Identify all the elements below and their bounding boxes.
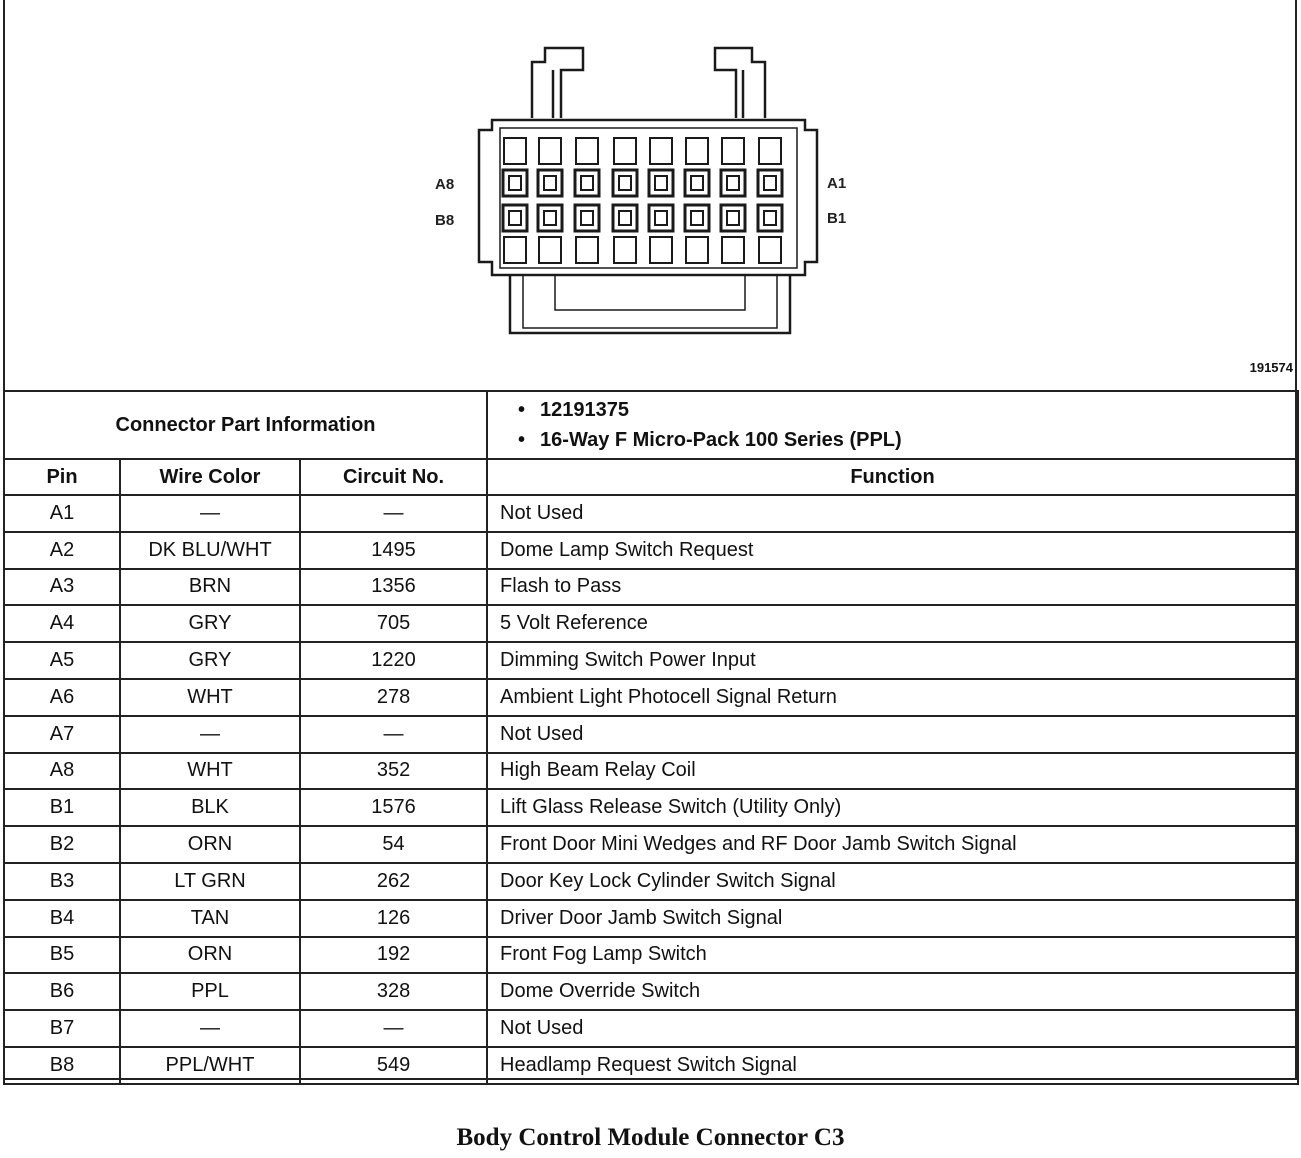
terminal-cavity-a — [575, 170, 599, 196]
circuit-cell: 262 — [300, 863, 487, 900]
function-cell: Flash to Pass — [487, 569, 1298, 606]
circuit-cell: 549 — [300, 1047, 487, 1084]
pin-cell: B8 — [4, 1047, 120, 1084]
document-caption: Body Control Module Connector C3 — [456, 1124, 845, 1151]
wire-color-cell: BRN — [120, 569, 300, 606]
terminal-cavity-a — [758, 170, 782, 196]
wire-color-cell: DK BLU/WHT — [120, 532, 300, 569]
terminal-latch-bottom — [539, 237, 561, 263]
function-cell: Front Door Mini Wedges and RF Door Jamb Switch Signal — [487, 826, 1298, 863]
wire-color-cell: ORN — [120, 826, 300, 863]
terminal-cavity-b — [575, 205, 599, 231]
pin-cell: B6 — [4, 973, 120, 1010]
circuit-cell: 192 — [300, 937, 487, 974]
wire-color-cell: BLK — [120, 789, 300, 826]
circuit-cell: — — [300, 495, 487, 532]
pinout-table — [3, 390, 1299, 1085]
function-cell: High Beam Relay Coil — [487, 753, 1298, 790]
left-latch — [532, 48, 583, 118]
header-row — [4, 459, 1298, 495]
terminal-cavity-a — [649, 170, 673, 196]
right-latch — [715, 48, 765, 118]
pin-cell: A8 — [4, 753, 120, 790]
function-cell: Lift Glass Release Switch (Utility Only) — [487, 789, 1298, 826]
pin-label-a1: A1 — [827, 175, 847, 192]
terminal-contact-b — [655, 211, 667, 225]
connector-tail — [510, 275, 790, 333]
terminal-contact-a — [544, 176, 556, 190]
circuit-cell: 278 — [300, 679, 487, 716]
pin-cell: A4 — [4, 605, 120, 642]
pin-label-b1: B1 — [827, 210, 847, 227]
connector-face-drawing — [5, 0, 1299, 390]
circuit-cell: 1220 — [300, 642, 487, 679]
terminal-contact-a — [691, 176, 703, 190]
table-row — [4, 753, 1298, 790]
terminal-latch-top — [614, 138, 636, 164]
pin-cell: A2 — [4, 532, 120, 569]
part-info-label: Connector Part Information — [4, 391, 487, 459]
circuit-cell: 1495 — [300, 532, 487, 569]
circuit-cell: 705 — [300, 605, 487, 642]
terminal-latch-bottom — [504, 237, 526, 263]
table-row — [4, 937, 1298, 974]
pin-cell: A5 — [4, 642, 120, 679]
function-cell: Dimming Switch Power Input — [487, 642, 1298, 679]
wire-color-cell: — — [120, 1010, 300, 1047]
pin-cell: A3 — [4, 569, 120, 606]
terminal-contact-a — [655, 176, 667, 190]
terminal-cavity-b — [721, 205, 745, 231]
wire-color-cell: PPL — [120, 973, 300, 1010]
circuit-cell: 126 — [300, 900, 487, 937]
wire-color-cell: — — [120, 495, 300, 532]
terminal-cavity-b — [649, 205, 673, 231]
pin-cell: B7 — [4, 1010, 120, 1047]
circuit-cell: 1576 — [300, 789, 487, 826]
pin-cell: B2 — [4, 826, 120, 863]
table-row — [4, 495, 1298, 532]
terminal-cavity-b — [685, 205, 709, 231]
figure-number: 191574 — [1249, 360, 1293, 375]
pin-cell: A7 — [4, 716, 120, 753]
circuit-cell: 1356 — [300, 569, 487, 606]
table-row — [4, 532, 1298, 569]
function-cell: Dome Override Switch — [487, 973, 1298, 1010]
pin-cell: B5 — [4, 937, 120, 974]
terminal-cavity-a — [685, 170, 709, 196]
wire-color-cell: PPL/WHT — [120, 1047, 300, 1084]
wire-color-cell: LT GRN — [120, 863, 300, 900]
table-row — [4, 973, 1298, 1010]
pin-label-b8: B8 — [435, 212, 455, 229]
terminal-contact-b — [544, 211, 556, 225]
part-number: 12191375 — [540, 399, 630, 421]
wire-color-cell: ORN — [120, 937, 300, 974]
header-circuit: Circuit No. — [300, 459, 487, 495]
table-row — [4, 642, 1298, 679]
terminal-cavity-a — [503, 170, 527, 196]
table-row — [4, 716, 1298, 753]
terminal-latch-top — [722, 138, 744, 164]
terminal-latch-bottom — [759, 237, 781, 263]
function-cell: Ambient Light Photocell Signal Return — [487, 679, 1298, 716]
part-info-list — [487, 391, 1298, 459]
terminal-cavity-b — [503, 205, 527, 231]
terminal-contact-b — [764, 211, 776, 225]
part-description: 16-Way F Micro-Pack 100 Series (PPL) — [540, 429, 902, 451]
circuit-cell: 54 — [300, 826, 487, 863]
function-cell: Door Key Lock Cylinder Switch Signal — [487, 863, 1298, 900]
terminal-latch-top — [650, 138, 672, 164]
terminal-contact-a — [509, 176, 521, 190]
pin-label-a8: A8 — [435, 176, 455, 193]
wire-color-cell: TAN — [120, 900, 300, 937]
terminal-cavity-a — [721, 170, 745, 196]
pin-cell: A1 — [4, 495, 120, 532]
terminal-contact-a — [619, 176, 631, 190]
terminal-contact-a — [727, 176, 739, 190]
wire-color-cell: GRY — [120, 642, 300, 679]
wire-color-cell: GRY — [120, 605, 300, 642]
terminal-cavity-b — [538, 205, 562, 231]
function-cell: Not Used — [487, 1010, 1298, 1047]
part-info-item: • 16-Way F Micro-Pack 100 Series (PPL) — [518, 429, 902, 451]
circuit-cell: — — [300, 1010, 487, 1047]
circuit-cell: 328 — [300, 973, 487, 1010]
function-cell: Front Fog Lamp Switch — [487, 937, 1298, 974]
pin-cell: B3 — [4, 863, 120, 900]
wire-color-cell: — — [120, 716, 300, 753]
part-info-row — [4, 391, 1298, 459]
table-row — [4, 863, 1298, 900]
terminal-cavity-a — [538, 170, 562, 196]
table-row — [4, 1010, 1298, 1047]
wire-color-cell: WHT — [120, 679, 300, 716]
header-wire-color: Wire Color — [120, 459, 300, 495]
wire-color-cell: WHT — [120, 753, 300, 790]
pin-cell: A6 — [4, 679, 120, 716]
terminal-contact-b — [509, 211, 521, 225]
function-cell: Not Used — [487, 495, 1298, 532]
header-pin: Pin — [4, 459, 120, 495]
table-row — [4, 1047, 1298, 1084]
function-cell: Dome Lamp Switch Request — [487, 532, 1298, 569]
terminal-cavity-b — [758, 205, 782, 231]
terminal-contact-a — [581, 176, 593, 190]
terminal-latch-top — [759, 138, 781, 164]
terminal-cavity-a — [613, 170, 637, 196]
terminal-latch-bottom — [576, 237, 598, 263]
function-cell: Not Used — [487, 716, 1298, 753]
circuit-cell: — — [300, 716, 487, 753]
terminal-contact-b — [581, 211, 593, 225]
table-row — [4, 679, 1298, 716]
pin-cell: B1 — [4, 789, 120, 826]
part-info-item: • 12191375 — [518, 399, 630, 421]
terminal-latch-bottom — [686, 237, 708, 263]
table-row — [4, 605, 1298, 642]
function-cell: Headlamp Request Switch Signal — [487, 1047, 1298, 1084]
function-cell: Driver Door Jamb Switch Signal — [487, 900, 1298, 937]
header-function: Function — [487, 459, 1298, 495]
pin-cell: B4 — [4, 900, 120, 937]
terminal-contact-a — [764, 176, 776, 190]
terminal-contact-b — [619, 211, 631, 225]
table-row — [4, 826, 1298, 863]
terminal-contact-b — [727, 211, 739, 225]
terminal-latch-top — [686, 138, 708, 164]
terminal-latch-bottom — [650, 237, 672, 263]
terminal-latch-top — [539, 138, 561, 164]
terminal-cavity-b — [613, 205, 637, 231]
terminal-latch-bottom — [722, 237, 744, 263]
table-row — [4, 789, 1298, 826]
circuit-cell: 352 — [300, 753, 487, 790]
function-cell: 5 Volt Reference — [487, 605, 1298, 642]
terminal-latch-top — [504, 138, 526, 164]
terminal-latch-bottom — [614, 237, 636, 263]
table-row — [4, 900, 1298, 937]
table-row — [4, 569, 1298, 606]
terminal-contact-b — [691, 211, 703, 225]
connector-diagram — [5, 0, 1299, 390]
terminal-latch-top — [576, 138, 598, 164]
